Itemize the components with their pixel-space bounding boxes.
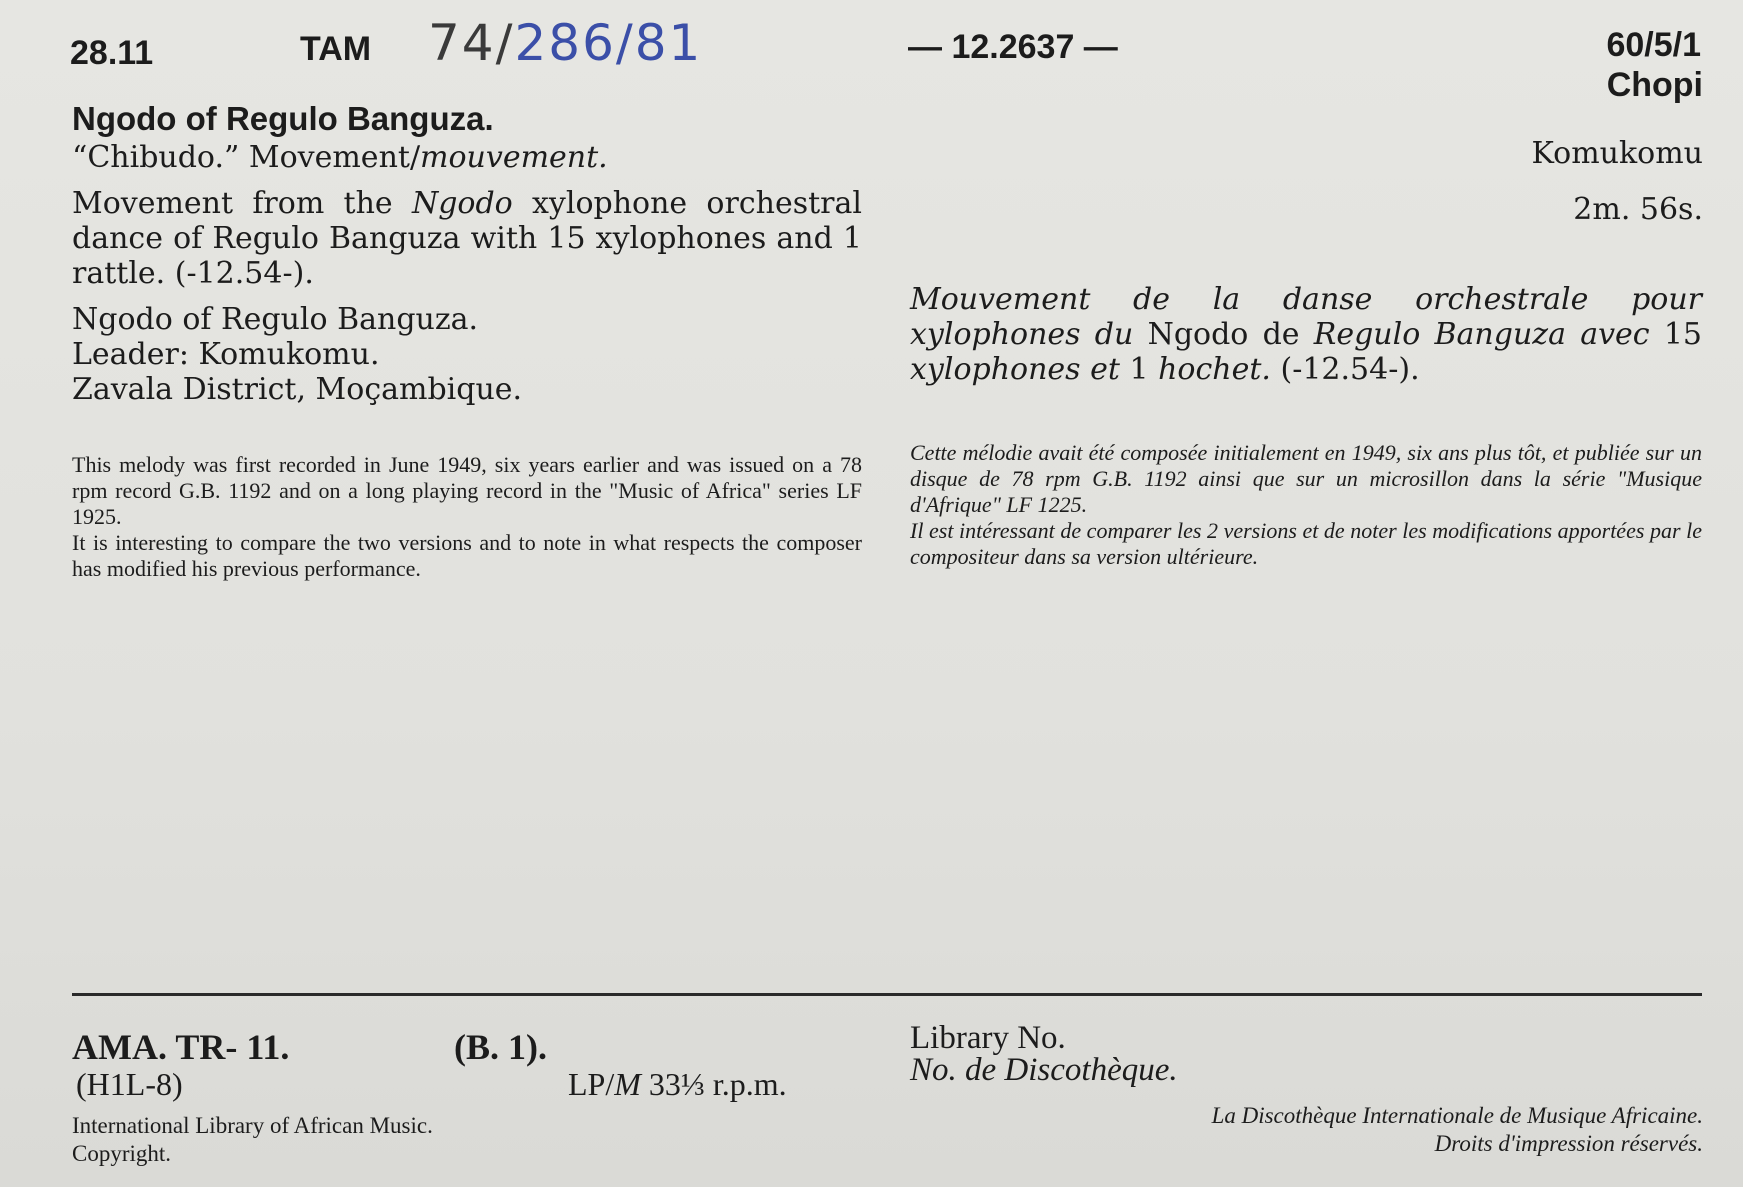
duration: 2m. 56s. bbox=[1573, 192, 1703, 227]
publisher-en: International Library of African Music. bbox=[72, 1113, 433, 1138]
reference-number: 60/5/1 bbox=[1606, 26, 1701, 64]
format-m: M bbox=[614, 1066, 641, 1102]
description-en-part2: xylophone orchestral dance of Regulo Banguza with 15 xylophones and 1 rattle. (-12.54-). bbox=[72, 186, 862, 291]
history-note-fr-p2: Il est intéressant de comparer les 2 versions et de noter les modifications apportées par le compositeur dans sa version ultérieure. bbox=[910, 518, 1702, 569]
handwritten-accession-part1: 74/ bbox=[428, 14, 515, 72]
format-lp: LP/ bbox=[568, 1066, 615, 1102]
format-speed: 33⅓ r.p.m. bbox=[640, 1066, 787, 1102]
publisher-en-block bbox=[72, 1112, 433, 1168]
tribe-name: Chopi bbox=[1606, 66, 1703, 104]
description-fr bbox=[910, 282, 1702, 387]
copyright-fr: Droits d'impression réservés. bbox=[1434, 1131, 1703, 1156]
footer-divider bbox=[72, 993, 1702, 996]
description-fr-num2: 1 bbox=[1119, 352, 1159, 387]
record-subtitle bbox=[72, 140, 608, 175]
description-fr-part3: xylophones et bbox=[910, 352, 1120, 387]
copyright-en: Copyright. bbox=[72, 1141, 172, 1166]
library-no-fr: No. de Discothèque. bbox=[910, 1052, 1178, 1088]
record-format bbox=[568, 1066, 787, 1103]
recording-info bbox=[72, 302, 522, 407]
description-en bbox=[72, 186, 862, 291]
subtitle-fr: mouvement. bbox=[420, 140, 608, 175]
record-side: (B. 1). bbox=[454, 1027, 547, 1067]
performer: Komukomu bbox=[1531, 136, 1703, 171]
publisher-fr: La Discothèque Internationale de Musique Africaine. bbox=[1211, 1103, 1703, 1128]
history-note-en-p1: This melody was first recorded in June 1949, six years earlier and was issued on a 78 rpm record G.B. 1192 and on a long playing record in the "Music of Africa" series LF 1925. bbox=[72, 452, 862, 529]
handwritten-accession-part2: 286/81 bbox=[514, 14, 703, 72]
record-title: Ngodo of Regulo Banguza. bbox=[72, 100, 494, 137]
description-fr-time: (-12.54-). bbox=[1270, 352, 1420, 387]
subtitle-en: “Chibudo.” Movement/ bbox=[72, 140, 421, 175]
library-no-en: Library No. bbox=[910, 1020, 1066, 1056]
info-group: Ngodo of Regulo Banguza. bbox=[72, 302, 479, 337]
info-location: Zavala District, Moçambique. bbox=[72, 372, 523, 407]
info-leader: Leader: Komukomu. bbox=[72, 337, 380, 372]
description-en-part1: Movement from the bbox=[72, 186, 412, 221]
history-note-fr bbox=[910, 440, 1702, 570]
history-note-en-p2: It is interesting to compare the two versions and to note in what respects the composer has modified his previous performance. bbox=[72, 530, 862, 581]
description-fr-num1: 15 bbox=[1649, 317, 1702, 352]
history-note-fr-p1: Cette mélodie avait été composée initialement en 1949, six ans plus tôt, et publiée sur un disque de 78 rpm G.B. 1192 ainsi que sur un microsillon dans la série "Musique d'Afrique" LF 1225. bbox=[910, 440, 1702, 517]
series-code: TAM bbox=[300, 30, 372, 68]
record-code: AMA. TR- 11. bbox=[72, 1027, 290, 1067]
description-fr-part4: hochet. bbox=[1158, 352, 1271, 387]
description-en-ngodo: Ngodo bbox=[411, 186, 513, 221]
description-fr-ngodo: Ngodo de bbox=[1147, 317, 1314, 352]
catalog-number: — 12.2637 — bbox=[908, 28, 1118, 66]
handwritten-accession bbox=[428, 14, 702, 72]
publisher-fr-block bbox=[1212, 1102, 1703, 1158]
description-fr-part1: Mouvement de la danse orchestrale pour xylophones du bbox=[910, 282, 1702, 352]
description-fr-part2: Regulo Banguza avec bbox=[1313, 317, 1650, 352]
card-number: 28.11 bbox=[70, 34, 154, 72]
history-note-en bbox=[72, 452, 862, 582]
matrix-number: (H1L-8) bbox=[76, 1066, 183, 1102]
